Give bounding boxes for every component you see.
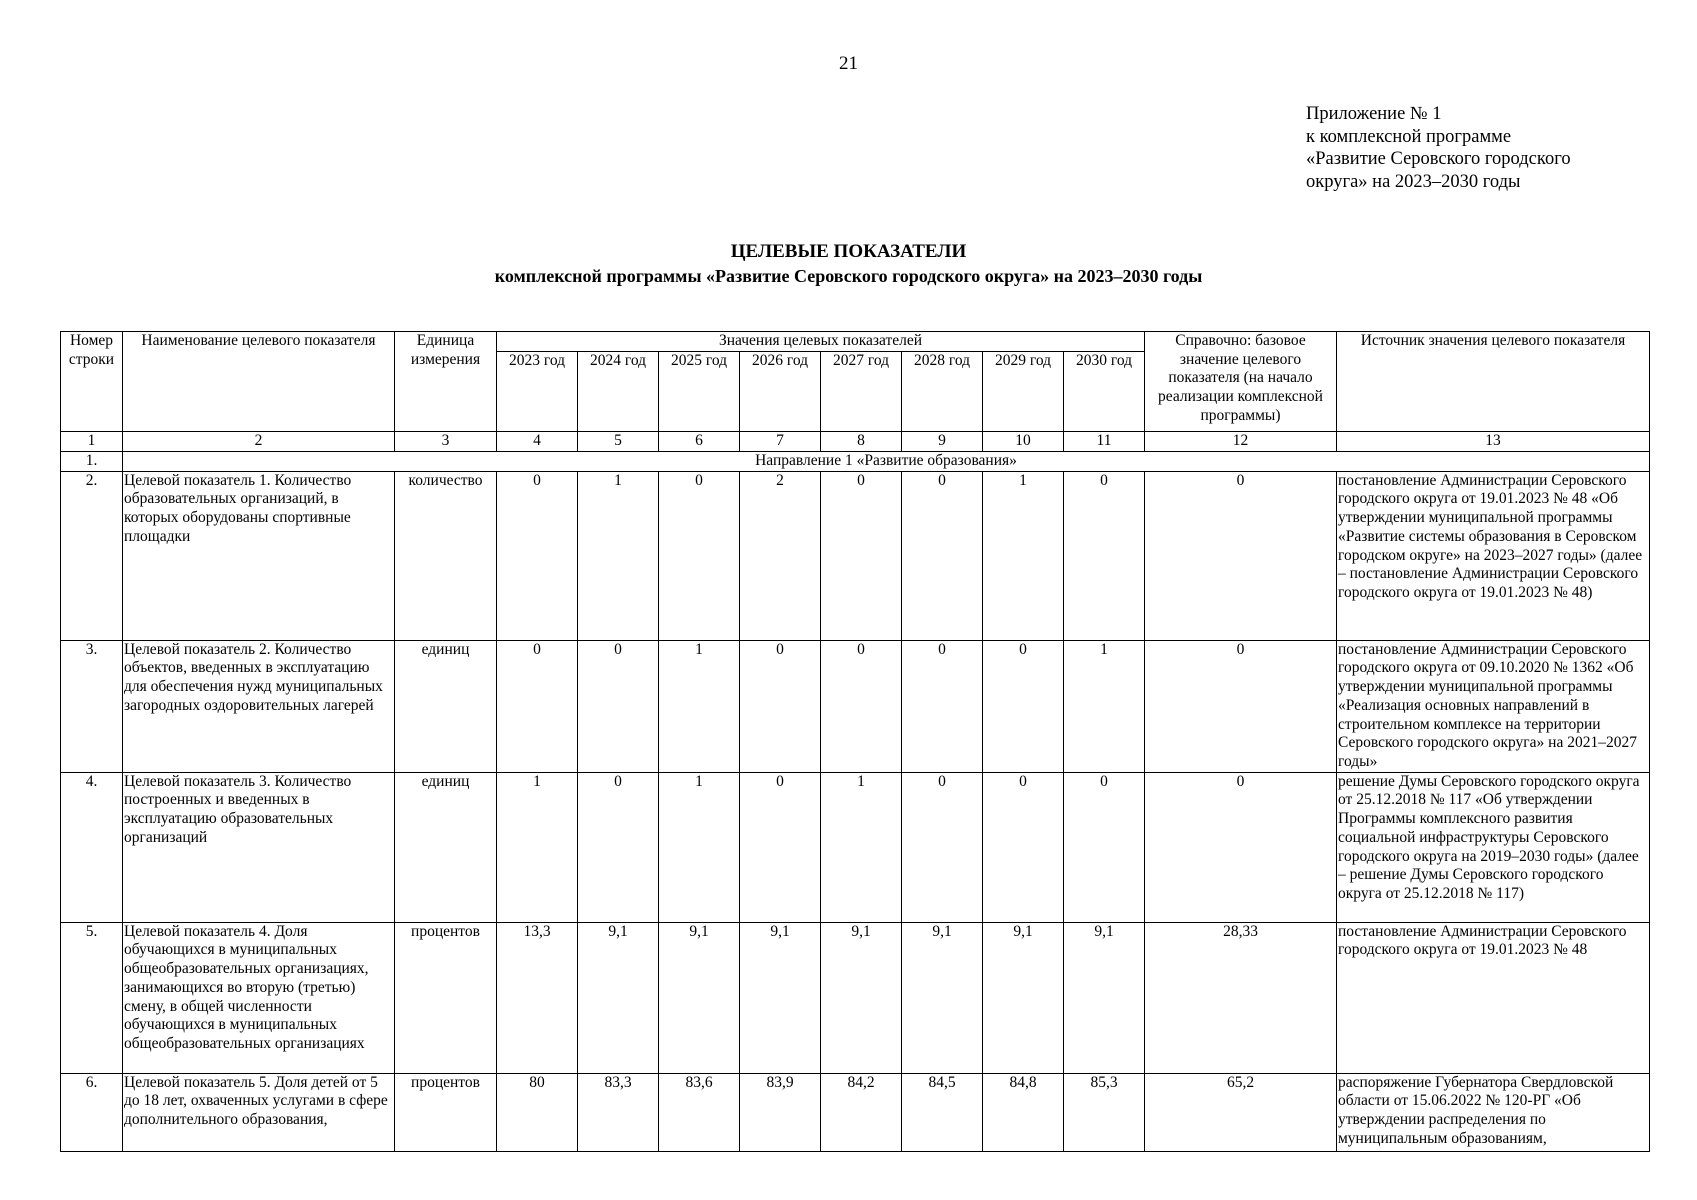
appendix-note [1306,103,1571,193]
value-cell: 13,3 [497,922,578,1073]
header-year: 2028 год [902,352,983,432]
value-cell: 1 [1064,640,1145,772]
value-cell: 9,1 [740,922,821,1073]
table-row [61,772,1650,922]
page-number: 21 [839,53,858,74]
value-cell: 1 [983,471,1064,640]
value-cell: 0 [983,640,1064,772]
value-cell: 9,1 [983,922,1064,1073]
column-number: 7 [740,432,821,452]
column-number: 8 [821,432,902,452]
table-row [61,922,1650,1073]
value-cell: 0 [902,772,983,922]
indicator-name: Целевой показатель 1. Количество образовательных организаций, в которых оборудованы спортивные площадки [123,471,395,640]
appendix-line: округа» на 2023–2030 годы [1306,171,1521,192]
header-unit: Единица измерения [395,332,497,432]
title-subtitle: комплексной программы «Развитие Серовского городского округа» на 2023–2030 годы [494,266,1203,286]
appendix-line: «Развитие Серовского городского [1306,149,1571,169]
unit-cell: количество [395,471,497,640]
value-cell: 9,1 [578,922,659,1073]
value-cell: 1 [497,772,578,922]
baseline-cell: 0 [1145,772,1337,922]
baseline-cell: 65,2 [1145,1073,1337,1151]
header-year: 2025 год [659,352,740,432]
value-cell: 2 [740,471,821,640]
value-cell: 84,5 [902,1073,983,1151]
column-number: 9 [902,432,983,452]
value-cell: 0 [497,640,578,772]
header-year: 2026 год [740,352,821,432]
appendix-line: к комплексной программе [1306,126,1512,147]
source-cell: распоряжение Губернатора Свердловской области от 15.06.2022 № 120-РГ «Об утверждении распределения по муниципальным образованиям, [1337,1073,1650,1151]
header-year: 2024 год [578,352,659,432]
indicator-name: Целевой показатель 5. Доля детей от 5 до 18 лет, охваченных услугами в сфере дополнительного образования, [123,1073,395,1151]
source-cell: постановление Администрации Серовского городского округа от 19.01.2023 № 48 [1337,922,1650,1073]
header-row-number: Номер строки [61,332,123,432]
value-cell: 0 [659,471,740,640]
value-cell: 0 [740,640,821,772]
value-cell: 9,1 [902,922,983,1073]
header-source: Источник значения целевого показателя [1337,332,1650,432]
value-cell: 80 [497,1073,578,1151]
header-row [61,332,1650,352]
value-cell: 9,1 [1064,922,1145,1073]
document-title [0,240,1697,288]
unit-cell: единиц [395,772,497,922]
column-number: 13 [1337,432,1650,452]
baseline-cell: 0 [1145,471,1337,640]
table-row [61,1073,1650,1151]
row-number: 4. [61,772,123,922]
value-cell: 0 [983,772,1064,922]
value-cell: 0 [902,640,983,772]
value-cell: 1 [578,471,659,640]
value-cell: 9,1 [659,922,740,1073]
indicator-name: Целевой показатель 3. Количество построенных и введенных в эксплуатацию образовательных организаций [123,772,395,922]
value-cell: 0 [578,772,659,922]
column-number: 2 [123,432,395,452]
header-indicator-name: Наименование целевого показателя [123,332,395,432]
column-number: 1 [61,432,123,452]
value-cell: 1 [659,772,740,922]
value-cell: 0 [740,772,821,922]
source-cell: постановление Администрации Серовского городского округа от 09.10.2020 № 1362 «Об утверждении муниципальной программы «Реализация основных направлений в строительном комплексе на территории Серовского городского округа» на 2021–2027 годы» [1337,640,1650,772]
section-number: 1. [61,452,123,472]
value-cell: 0 [1064,471,1145,640]
indicator-name: Целевой показатель 2. Количество объектов, введенных в эксплуатацию для обеспечения нужд муниципальных загородных оздоровительных лагерей [123,640,395,772]
value-cell: 9,1 [821,922,902,1073]
baseline-cell: 28,33 [1145,922,1337,1073]
value-cell: 0 [578,640,659,772]
value-cell: 0 [821,471,902,640]
value-cell: 85,3 [1064,1073,1145,1151]
header-year: 2029 год [983,352,1064,432]
column-number: 3 [395,432,497,452]
appendix-line: Приложение № 1 [1306,104,1442,124]
value-cell: 83,9 [740,1073,821,1151]
unit-cell: единиц [395,640,497,772]
column-number: 4 [497,432,578,452]
column-number: 10 [983,432,1064,452]
indicator-name: Целевой показатель 4. Доля обучающихся в муниципальных общеобразовательных организациях, занимающихся во вторую (третью) смену, в общей численности обучающихся в муниципальных общеобразовательных организациях [123,922,395,1073]
target-indicators-table [60,331,1650,1152]
section-title: Направление 1 «Развитие образования» [123,452,1650,472]
row-number: 5. [61,922,123,1073]
header-year: 2030 год [1064,352,1145,432]
value-cell: 84,2 [821,1073,902,1151]
title-main: ЦЕЛЕВЫЕ ПОКАЗАТЕЛИ [730,241,967,262]
row-number: 3. [61,640,123,772]
value-cell: 83,3 [578,1073,659,1151]
header-year: 2023 год [497,352,578,432]
value-cell: 1 [821,772,902,922]
row-number: 2. [61,471,123,640]
section-row [61,452,1650,472]
column-number: 11 [1064,432,1145,452]
value-cell: 84,8 [983,1073,1064,1151]
unit-cell: процентов [395,1073,497,1151]
table-row [61,640,1650,772]
column-number: 5 [578,432,659,452]
table-row [61,471,1650,640]
unit-cell: процентов [395,922,497,1073]
header-year: 2027 год [821,352,902,432]
source-cell: постановление Администрации Серовского городского округа от 19.01.2023 № 48 «Об утверждении муниципальной программы «Развитие системы образования в Серовском городском округе» на 2023–2027 годы» (далее – постановление Администрации Серовского городского округа от 19.01.2023 № 48) [1337,471,1650,640]
column-number: 6 [659,432,740,452]
value-cell: 83,6 [659,1073,740,1151]
source-cell: решение Думы Серовского городского округа от 25.12.2018 № 117 «Об утверждении Программы комплексного развития социальной инфраструктуры Серовского городского округа на 2019–2030 годы» (далее – решение Думы Серовского городского округа от 25.12.2018 № 117) [1337,772,1650,922]
value-cell: 0 [821,640,902,772]
value-cell: 0 [497,471,578,640]
row-number: 6. [61,1073,123,1151]
value-cell: 0 [1064,772,1145,922]
value-cell: 0 [902,471,983,640]
header-values-group: Значения целевых показателей [497,332,1145,352]
value-cell: 1 [659,640,740,772]
header-baseline: Справочно: базовое значение целевого показателя (на начало реализации комплексной программы) [1145,332,1337,432]
column-numbers-row [61,432,1650,452]
column-number: 12 [1145,432,1337,452]
baseline-cell: 0 [1145,640,1337,772]
